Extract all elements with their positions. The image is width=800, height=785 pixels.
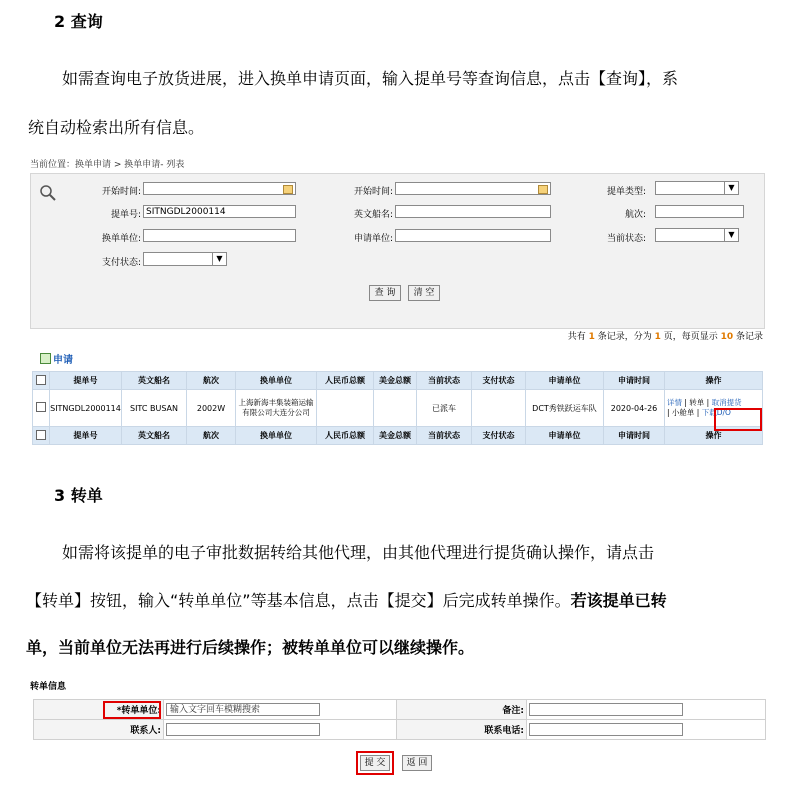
results-table [32,371,763,445]
paragraph-transfer-line3: 单，当前单位无法再进行后续操作；被转单单位可以继续操作。 [26,638,475,657]
search-panel [30,173,765,329]
section-heading-query: 2 查询 [54,12,103,31]
paragraph-transfer-line2: 【转单】按钮，输入“转单单位”等基本信息，点击【提交】后完成转单操作。若该提单已转 [26,591,667,610]
chevron-down-icon: ▼ [724,229,738,241]
apply-unit-label: 申请单位: [353,234,393,244]
voyage-label: 航次: [624,210,646,220]
search-icon [39,184,57,202]
download-do-link[interactable]: 下载D/O [701,408,731,417]
detail-link[interactable]: 详情 [667,398,682,407]
exchange-unit-input[interactable] [143,229,296,242]
small-manifest-link[interactable]: 小舱单 [671,408,695,417]
transfer-link[interactable]: 转单 [689,398,705,407]
ship-name-input[interactable] [395,205,551,218]
select-all-checkbox-bottom[interactable] [36,430,46,440]
contact-label: 联系人: [34,720,164,740]
calendar-icon[interactable] [538,185,548,194]
row-checkbox[interactable] [36,402,46,412]
back-button[interactable]: 返 回 [402,755,432,771]
row-actions: 详情 | 转单 | 取消提货 | 小舱单 | 下载D/O [665,390,763,427]
phone-label: 联系电话: [397,720,527,740]
transfer-screenshot [30,679,770,779]
paragraph-query-line2: 统自动检索出所有信息。 [28,118,205,137]
submit-button[interactable]: 提 交 [360,755,390,771]
highlight-box-submit [356,751,394,775]
highlight-box-transfer-unit [103,701,161,719]
form-title: 转单信息 [30,682,67,692]
bill-type-label: 提单类型: [606,187,646,197]
ship-name-label: 英文船名: [353,210,393,220]
current-status-label: 当前状态: [606,234,646,244]
chevron-down-icon: ▼ [724,182,738,194]
start-time-label-2: 开始时间: [353,187,393,197]
query-screenshot [30,157,765,449]
table-header-row: 提单号 英文船名 航次 换单单位 人民币总额 美金总额 当前状态 支付状态 申请单位 申请时间 操作 [33,372,763,390]
apply-unit-input[interactable] [395,229,551,242]
transfer-unit-input[interactable]: 输入文字回车模糊搜索 [166,703,320,716]
query-button[interactable]: 查 询 [369,285,401,301]
paragraph-transfer-line1: 如需将该提单的电子审批数据转给其他代理，由其他代理进行提货确认操作，请点击 [62,543,655,562]
calendar-icon[interactable] [283,185,293,194]
start-time-input-2[interactable] [395,182,551,195]
cancel-pickup-link[interactable]: 取消提货 [711,398,742,407]
exchange-unit-label: 换单单位: [101,234,141,244]
pay-status-select[interactable] [143,252,227,266]
apply-link[interactable]: 申请 [40,351,73,366]
add-icon [40,353,51,364]
paragraph-query-line1: 如需查询电子放货进展，进入换单申请页面，输入提单号等查询信息，点击【查询】，系 [62,69,679,88]
pay-status-label: 支付状态: [101,258,141,268]
remark-input[interactable] [529,703,683,716]
start-time-label: 开始时间: [101,187,141,197]
section-heading-transfer: 3 转单 [54,486,103,505]
transfer-unit-label: *转单单位: [34,700,164,720]
bill-no-input[interactable]: SITNGDL2000114 [143,205,296,218]
clear-button[interactable]: 清 空 [408,285,440,301]
breadcrumb: 当前位置：换单申请 > 换单申请- 列表 [30,160,185,170]
bill-no-label: 提单号: [110,210,141,220]
contact-input[interactable] [166,723,320,736]
table-row: SITNGDL2000114 SITC BUSAN 2002W 上海新海丰集装箱运输有限公司大连分公司 已派车 DCT秀铁跃运车队 2020-04-26 详情 | 转单 | 取消提货 | 小舱单 | 下载D/O [33,390,763,427]
current-status-select[interactable] [655,228,739,242]
start-time-input[interactable] [143,182,296,195]
record-count: 共有 1 条记录，分为 1 页，每页显示 10 条记录 [567,332,763,342]
voyage-input[interactable] [655,205,744,218]
chevron-down-icon: ▼ [212,253,226,265]
phone-input[interactable] [529,723,683,736]
bill-type-select[interactable] [655,181,739,195]
highlight-box-download [714,408,762,431]
table-footer-row: 提单号 英文船名 航次 换单单位 人民币总额 美金总额 当前状态 支付状态 申请单位 申请时间 操作 [33,427,763,445]
remark-label: 备注: [397,700,527,720]
select-all-checkbox[interactable] [36,375,46,385]
